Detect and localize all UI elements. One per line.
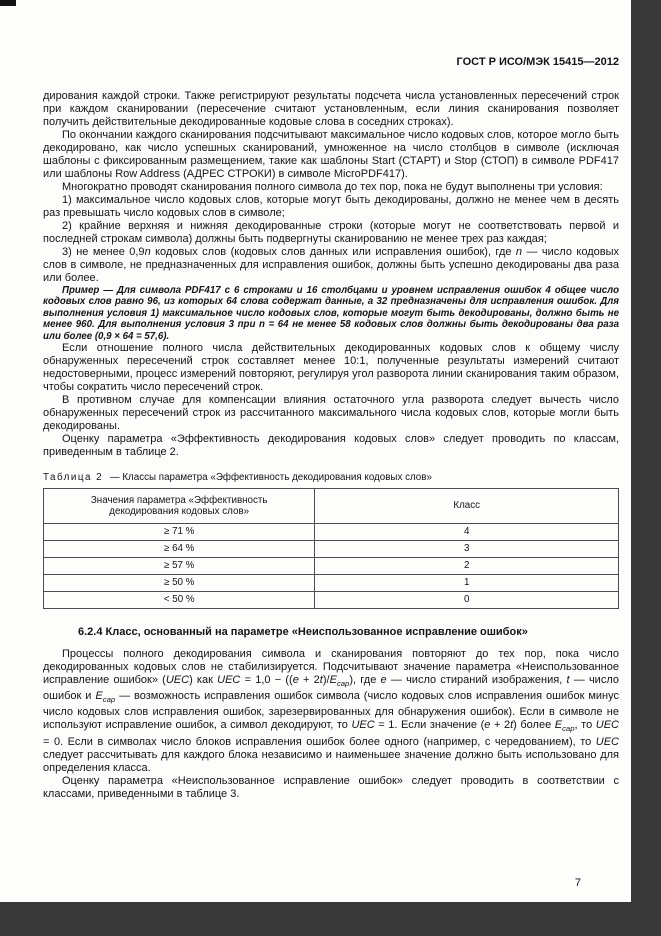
table-cell: ≥ 71 %: [44, 524, 315, 541]
table-caption-label: Таблица 2: [43, 472, 104, 484]
example-note: Пример — Для символа PDF417 с 6 строками и 16 столбцами и уровнем исправления ошибок 4 общее число кодовых слов равно 96, из которых 64 слова содержат данные, а 32 предназначены для исправления ошибок. Для выполнения условия 1) максимальное число кодовых слов, которые могут быть декодированы, должно быть не менее 960. Для выполнения условия 3 при n = 64 не менее 58 кодовых слов должны быть декодированы два раза или более (0,9 × 64 = 57,6).: [43, 285, 619, 342]
paragraph: Оценку параметра «Неиспользованное исправление ошибок» следует проводить в соответствии с классами, приведенными в таблице 3.: [43, 774, 619, 800]
table-cell: 4: [315, 524, 619, 541]
paragraph: По окончании каждого сканирования подсчитывают максимальное число кодовых слов, которое могло быть декодировано, как число успешных сканирований, умноженное на число столбцов в символе (исключая шаблоны с фиксированным размещением, такие как шаблоны Start (СТАРТ) и Stop (СТОП) в символе PDF417 или шаблоны Row Address (АДРЕС СТРОКИ) в символе MicroPDF417).: [43, 129, 619, 180]
list-item: 3) не менее 0,9n кодовых слов (кодовых слов данных или исправления ошибок), где n — число кодовых слов в символе, не предназначенных для исправления ошибок, должны быть успешно декодированы два раза или более.: [43, 246, 619, 284]
table-caption: [43, 472, 619, 484]
table-cell: ≥ 57 %: [44, 558, 315, 575]
table-cell: 2: [315, 558, 619, 575]
table-col-header-values: Значения параметра «Эффективность декодирования кодовых слов»: [44, 489, 315, 524]
table-cell: < 50 %: [44, 592, 315, 609]
paragraph: В противном случае для компенсации влияния остаточного угла разворота следует вычесть число обнаруженных пересечений строк из рассчитанного максимального числа кодовых слов, которые могли быть декодированы.: [43, 394, 619, 433]
table-col-header-class: Класс: [315, 489, 619, 524]
table-2: [43, 488, 619, 609]
paragraph: Если отношение полного числа действительных декодированных кодовых слов к общему числу обнаруженных пересечений строк составляет менее 10:1, полученные результаты измерений считают недостоверными, процесс измерений повторяют, регулируя угол разворота линии сканирования таким образом, чтобы сократить число пересечений строк.: [43, 342, 619, 394]
paragraph: Оценку параметра «Эффективность декодирования кодовых слов» следует проводить по классам, приведенным в таблице 2.: [43, 433, 619, 459]
table-row: [44, 592, 619, 609]
document-body: [43, 90, 619, 801]
table-row: [44, 541, 619, 558]
table-cell: ≥ 50 %: [44, 575, 315, 592]
table-row: [44, 524, 619, 541]
list-item: 1) максимальное число кодовых слов, которые могут быть декодированы, должно не менее чем в десять раз превышать число кодовых слов в символе;: [43, 194, 619, 219]
table-cell: 0: [315, 592, 619, 609]
table-row: [44, 575, 619, 592]
table-header-row: [44, 489, 619, 524]
table-cell: ≥ 64 %: [44, 541, 315, 558]
table-cell: 1: [315, 575, 619, 592]
list-item: 2) крайние верхняя и нижняя декодированные строки (которые могут не соответствовать первой и последней строкам символа) должны быть подвергнуты сканированию не менее трех раз каждая;: [43, 220, 619, 245]
table-row: [44, 558, 619, 575]
page-number: 7: [574, 877, 581, 889]
table-cell: 3: [315, 541, 619, 558]
paragraph: Процессы полного декодирования символа и сканирования повторяют до тех пор, пока число декодированных кодовых слов не стабилизируется. Подсчитывают значение параметра «Неиспользованное исправление ошибок» (UEC) как UEC = $1,0 - ((e + 2t)/E_{cap})$, где e — число стираний изображения, t — число ошибок и $E_{cap}$ — возможность исправления ошибок символа (число кодовых слов исправления ошибок минус число кодовых слов исправления ошибок, зарезервированных для обнаружения ошибок). Если в символе не используют исправление ошибок, а символ декодируют, то UEC = 1. Если значение (e + 2t) более $E_{cap}$, то UEC = 0. Если в символах число блоков исправления ошибок более одного (например, с чередованием), то UEC следует рассчитывать для каждого блока независимо и наименьшее значение должно быть использовано для определения класса.: [43, 648, 619, 774]
section-heading: 6.2.4 Класс, основанный на параметре «Неиспользованное исправление ошибок»: [78, 626, 528, 639]
page-header: ГОСТ Р ИСО/МЭК 15415—2012: [456, 56, 619, 68]
paragraph: Многократно проводят сканирования полного символа до тех пор, пока не будут выполнены три условия:: [62, 181, 603, 193]
table-caption-text: — Классы параметра «Эффективность декодирования кодовых слов»: [109, 472, 432, 484]
paragraph: дирования каждой строки. Также регистрируют результаты подсчета числа установленных пересечений строк при каждом сканировании (пересечение считают установленным, если линия сканирования позволяет получить действительные декодированные кодовые слова в соседних строках).: [43, 90, 619, 128]
scan-corner-artifact: [0, 0, 16, 6]
